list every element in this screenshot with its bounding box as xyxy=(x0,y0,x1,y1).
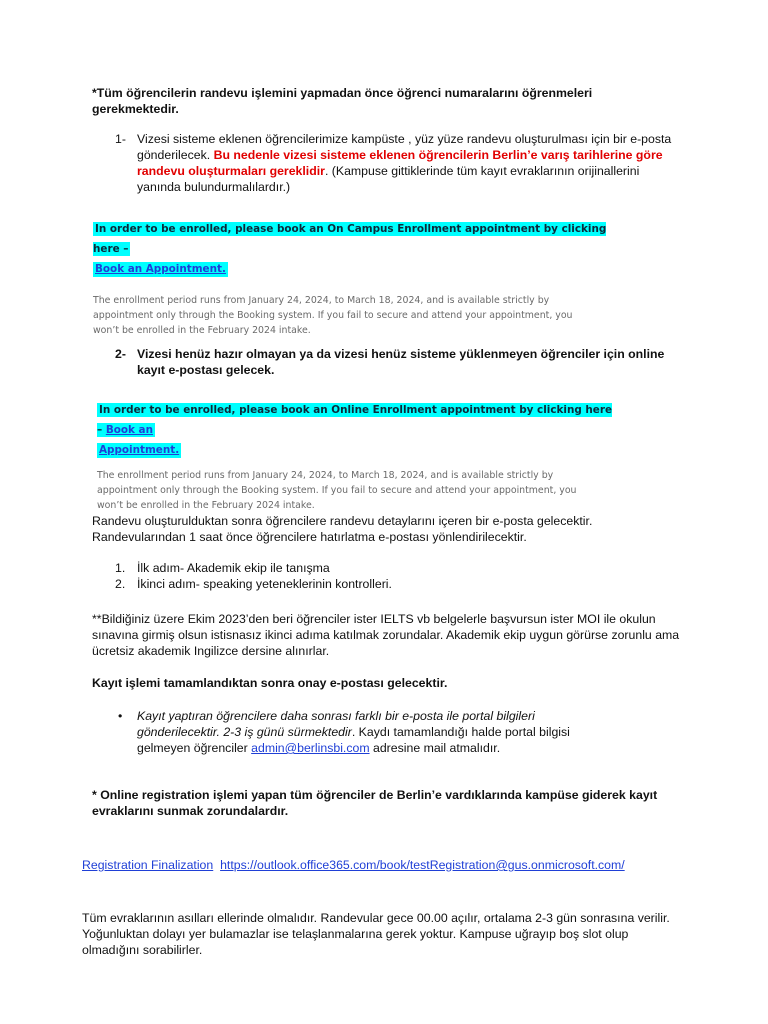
registration-links-line xyxy=(82,857,722,873)
final-paragraph: Tüm evraklarının asılları ellerinde olmalıdır. Randevular gece 00.00 açılır, ortalama 2-3 gün sonrasına verilir. Yoğunluktan dolayı yer bulamazlar ise telaşlanmalarına gerek yoktur. Kampuse uğrayıp boş slot olup olmadığını sorabilirler. xyxy=(82,911,670,957)
portal-info-normal: . Kaydı tamamlandığı halde portal bilgisi gelmeyen öğrenciler xyxy=(137,725,570,755)
campus-highlight-text: In order to be enrolled, please book an On Campus Enrollment appointment by clicking here – xyxy=(93,223,607,255)
item1-text-b: . (Kampuse gittiklerinde tüm kayıt evraklarının orijinallerini yanında bulundurmalılardır.) xyxy=(137,164,640,194)
item2-number: 2- xyxy=(115,347,126,361)
campus-period-line-1: The enrollment period runs from January 24, 2024, to March 18, 2024, and is available strictly by xyxy=(93,295,550,306)
admin-email-link[interactable]: admin@berlinsbi.com xyxy=(251,741,370,755)
online-period-line-3: won’t be enrolled in the February 2024 intake. xyxy=(97,500,315,511)
registration-finalization-link[interactable]: Registration Finalization xyxy=(82,858,214,872)
item1-text-a: Vizesi sisteme eklenen öğrencilerimize kampüste , yüz yüze randevu oluşturulması için bir e-posta gönderilecek. xyxy=(137,132,672,162)
item1-text-red: Bu nedenle vizesi sisteme eklenen öğrencilerin Berlin’e varış tarihlerine göre randevu oluşturmaları gereklidir xyxy=(137,148,663,178)
online-registration-note: * Online registration işlemi yapan tüm öğrenciler de Berlin’e vardıklarında kampüse giderek kayıt evraklarını sunmak zorundalardır. xyxy=(92,788,658,818)
item1-number: 1- xyxy=(115,132,126,146)
online-period-line-1: The enrollment period runs from January 24, 2024, to March 18, 2024, and is available strictly by xyxy=(97,470,554,481)
step-2-number: 2. xyxy=(115,577,126,591)
step-1-number: 1. xyxy=(115,561,126,575)
booking-url-link[interactable]: https://outlook.office365.com/book/testRegistration@gus.onmicrosoft.com/ xyxy=(220,858,625,872)
book-appointment-link-online-a[interactable]: Book an xyxy=(105,424,153,436)
portal-info-italic: Kayıt yaptıran öğrencilere daha sonrası farklı bir e-posta ile portal bilgileri gönderilecektir. 2-3 iş günü sürmektedir xyxy=(137,709,535,739)
item1-text xyxy=(137,131,682,195)
book-appointment-link-online-b[interactable]: Appointment. xyxy=(99,444,180,456)
confirmation-email-note: Kayıt işlemi tamamlandıktan sonra onay e-postası gelecektir. xyxy=(92,676,448,690)
bullet-symbol: • xyxy=(118,709,123,723)
intro-text: *Tüm öğrencilerin randevu işlemini yapmadan önce öğrenci numaralarını öğrenmeleri gerekmektedir. xyxy=(92,86,593,116)
portal-info-bullet xyxy=(137,708,607,756)
academic-step-note: **Bildiğiniz üzere Ekim 2023’den beri öğrenciler ister IELTS vb belgelerle başvursun ister MOI ile okulun sınavına girmiş olsun istisnasız ikinci adıma katılmak zorundalar. Akademik ekip uygun görürse zorunlu ama ücretsiz akademik Ingilizce dersine alınırlar. xyxy=(92,612,680,658)
enrollment-email-excerpt-online xyxy=(97,398,617,513)
campus-period-line-3: won’t be enrolled in the February 2024 intake. xyxy=(93,325,311,336)
enrollment-email-excerpt-campus xyxy=(93,217,633,338)
step-2-text: İkinci adım- speaking yeteneklerinin kontrolleri. xyxy=(137,577,392,591)
appointment-details-paragraph: Randevu oluşturulduktan sonra öğrencilere randevu detaylarını içeren bir e-posta gelecektir. Randevularından 1 saat önce öğrencilere hatırlatma e-postası yönlendirilecektir. xyxy=(92,514,593,544)
portal-info-tail: adresine mail atmalıdır. xyxy=(369,741,501,755)
book-appointment-link-campus[interactable]: Book an Appointment. xyxy=(95,263,226,275)
step-1-text: İlk adım- Akademik ekip ile tanışma xyxy=(137,561,330,575)
online-period-line-2: appointment only through the Booking system. If you fail to secure and attend your appointment, you xyxy=(97,485,577,496)
campus-period-line-2: appointment only through the Booking system. If you fail to secure and attend your appointment, you xyxy=(93,310,573,321)
online-highlight-text: In order to be enrolled, please book an Online Enrollment appointment by clicking here – xyxy=(97,404,613,436)
item2-text: Vizesi henüz hazır olmayan ya da vizesi henüz sisteme yüklenmeyen öğrenciler için online kayıt e-postası gelecek. xyxy=(137,347,665,377)
